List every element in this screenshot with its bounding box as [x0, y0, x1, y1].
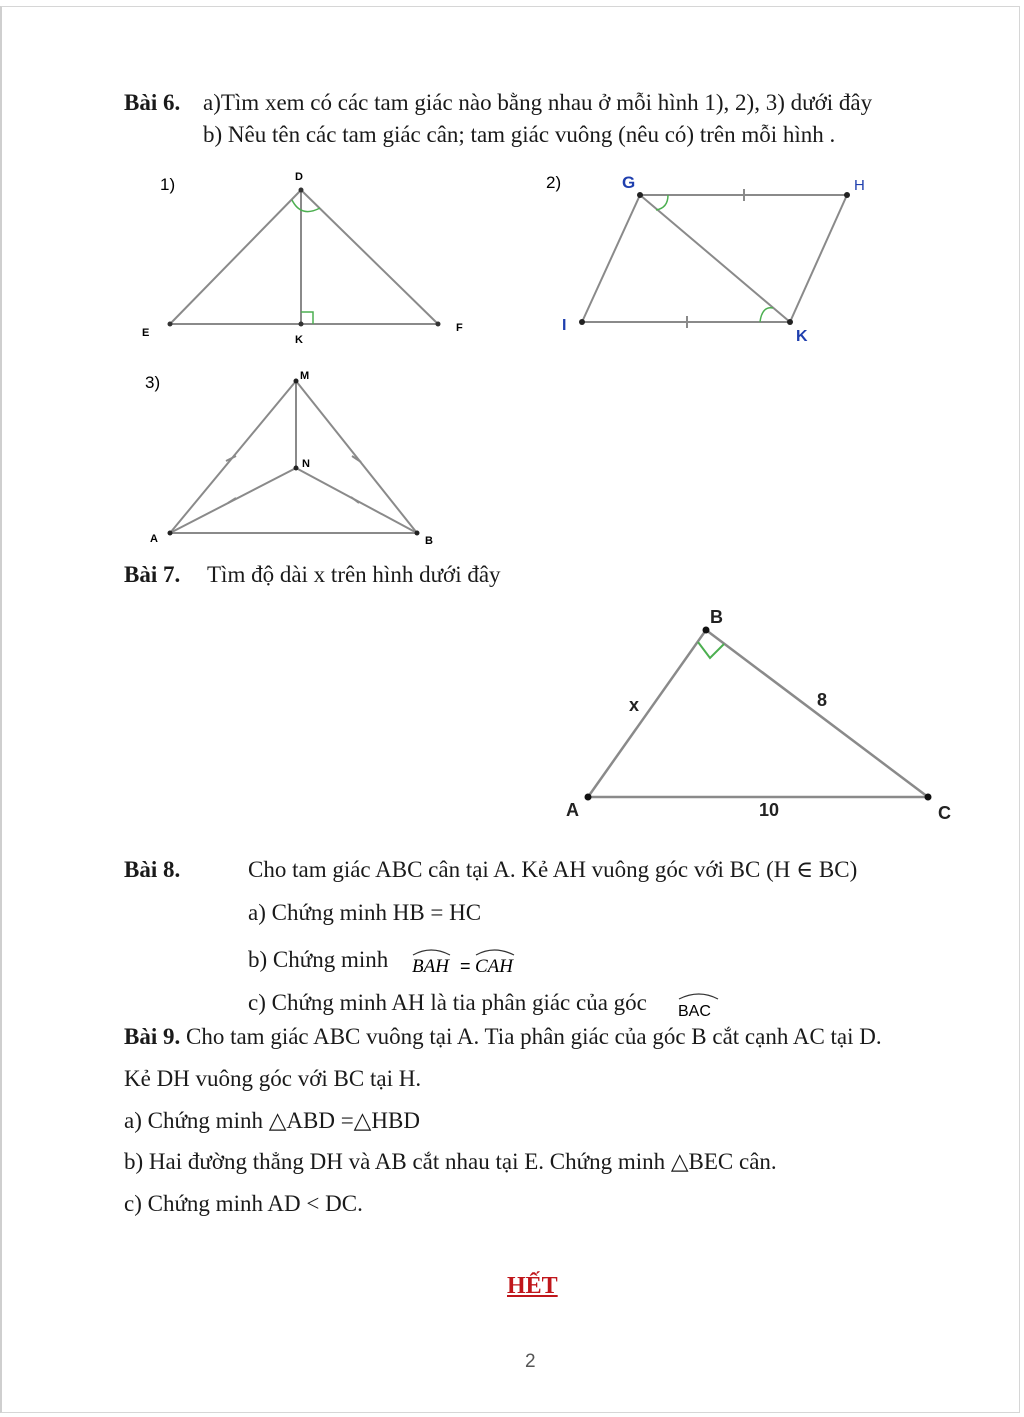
seg-df [301, 190, 438, 324]
seg-ab7 [588, 630, 706, 797]
angle-cah: CAH [475, 956, 513, 977]
point-g [637, 192, 643, 198]
hat-cah [476, 950, 514, 955]
right-angle-mark [301, 312, 313, 324]
equals-sign: = [460, 956, 471, 976]
end-marker: HẾT [507, 1273, 558, 1299]
point-f [436, 322, 441, 327]
bai8-c-formula [676, 988, 728, 1027]
label-e: E [142, 327, 150, 339]
bai9-intro: Cho tam giác ABC vuông tại A. Tia phân giác của góc B cắt cạnh AC tại D. [185, 1024, 882, 1049]
bai8-a: a) Chứng minh HB = HC [248, 900, 482, 925]
figure-bai7 [555, 600, 965, 830]
label-k-fig2: K [796, 328, 808, 345]
point-c7 [925, 794, 932, 801]
bai9-c: c) Chứng minh AD < DC. [124, 1191, 363, 1216]
angle-mark-g [656, 195, 668, 210]
label-i: I [562, 317, 567, 334]
bai8-label: Bài 8. [124, 857, 181, 882]
seg-hk [790, 195, 847, 322]
bai9-b: b) Hai đường thẳng DH và AB cắt nhau tại E. Chứng minh △BEC cân. [124, 1149, 777, 1174]
point-n [294, 466, 299, 471]
point-b3 [415, 531, 420, 536]
point-d [299, 188, 304, 193]
bai8-c: c) Chứng minh AH là tia phân giác của góc [248, 990, 647, 1015]
seg-de [170, 190, 301, 324]
figure-3 [130, 360, 450, 550]
angle-bah: BAH [412, 956, 449, 977]
bai6-line-b: b) Nêu tên các tam giác cân; tam giác vuông (nêu có) trên mỗi hình . [203, 122, 836, 147]
hat-bac [679, 994, 718, 999]
label-g: G [622, 173, 636, 192]
figure1-label: 1) [160, 175, 176, 194]
angle-mark-k [760, 308, 773, 322]
label-side-ac: 10 [759, 800, 780, 820]
bai6-label: Bài 6. [124, 90, 181, 115]
point-e [168, 322, 173, 327]
bai9-label: Bài 9. [124, 1024, 181, 1049]
page-number: 2 [525, 1351, 536, 1372]
bai6-line-a: a)Tìm xem có các tam giác nào bằng nhau ở mỗi hình 1), 2), 3) dưới đây [203, 90, 873, 115]
bai7-text: Tìm độ dài x trên hình dưới đây [207, 562, 501, 587]
seg-gk [640, 195, 790, 322]
figure3-label: 3) [145, 373, 161, 392]
bai8-b-formula [410, 945, 530, 984]
point-b7 [703, 627, 710, 634]
angle-bac [676, 988, 728, 1022]
label-b7: B [710, 607, 723, 627]
hat-bah [413, 950, 450, 955]
label-side-bc: 8 [817, 690, 828, 710]
bai9-intro-line [124, 1024, 882, 1050]
bai7-label: Bài 7. [124, 562, 181, 587]
point-k2 [787, 319, 793, 325]
point-a7 [585, 794, 592, 801]
label-h: H [854, 177, 865, 194]
tick-nb [351, 497, 359, 503]
point-h [844, 192, 850, 198]
seg-bc7 [706, 630, 928, 797]
label-n: N [302, 458, 310, 470]
label-a7: A [566, 800, 579, 820]
bai9-a: a) Chứng minh △ABD =△HBD [124, 1108, 420, 1133]
angle-bac-label: BAC [678, 1003, 711, 1020]
label-a3: A [150, 533, 158, 545]
label-f: F [456, 322, 463, 334]
point-m [294, 379, 299, 384]
figure-2 [540, 160, 880, 350]
label-c7: C [938, 803, 951, 823]
point-k [299, 322, 304, 327]
point-i [579, 319, 585, 325]
figure-1 [130, 160, 480, 350]
seg-gi [582, 195, 640, 322]
angle-equality [410, 945, 530, 979]
bai8-intro: Cho tam giác ABC cân tại A. Kẻ AH vuông góc với BC (H ∈ BC) [248, 857, 858, 882]
label-m: M [300, 370, 310, 382]
seg-mb [296, 381, 417, 533]
label-d: D [295, 171, 303, 183]
figure2-label: 2) [546, 173, 562, 192]
bai9-intro2: Kẻ DH vuông góc với BC tại H. [124, 1066, 422, 1091]
label-x: x [629, 695, 640, 715]
label-k: K [295, 334, 303, 346]
label-b3: B [425, 535, 433, 547]
bai8-b: b) Chứng minh [248, 947, 389, 972]
point-a3 [168, 531, 173, 536]
right-angle-mark-b [698, 642, 724, 658]
